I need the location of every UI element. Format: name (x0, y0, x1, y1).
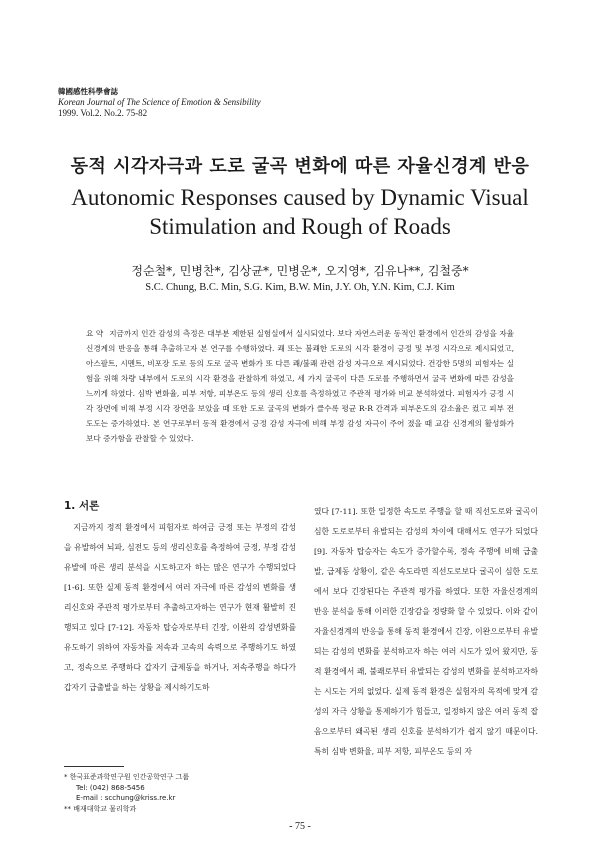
footnote-1-mark: * (64, 773, 68, 781)
journal-volume-info: 1999. Vol.2. No.2. 75-82 (58, 108, 148, 118)
footnote-1-tel: Tel: (042) 868-5456 (76, 783, 145, 792)
abstract-label: 요 약 (86, 329, 104, 338)
journal-english-name: Korean Journal of The Science of Emotion & Sensibility (58, 97, 261, 107)
authors-korean: 정순철*, 민병찬*, 김상균*, 민병운*, 오지영*, 김유나**, 김철중* (131, 264, 469, 278)
journal-korean-name: 韓國感性科學會誌 (58, 87, 118, 96)
body-paragraph: 지금까지 정적 환경에서 피험자로 하여금 긍정 또는 부정의 감성을 유발하여 뇌파, 심전도 등의 생리신호를 측정하여 긍정, 부정 감성유발에 따른 생리 분석을 시도하고자 하는 많은 연구가 수행되었다 [1-6]. 또한 실제 동적 환경에서 여러 자극에 따른 감성의 변화를 생리신호와 주관적 평가로부터 추출하고자하는 연구가 현재 활발히 진행되고 있다 [7-12]. 자동차 탑승자로부터 긴장, 이완의 감성변화를 유도하기 위하여 자동차를 저속과 고속의 속력으로 주행하기도 하였고, 정속으로 주행하다 갑자기 급제동을 하거나, 저속주행을 하다가 갑자기 급출발을 하는 상황을 제시하기도하 (64, 523, 296, 692)
footnotes (64, 772, 296, 814)
footnote-1-email: E-mail : scchung@kriss.re.kr (76, 794, 176, 802)
body-column-right (314, 502, 538, 762)
title-korean: 동적 시각자극과 도로 굴곡 변화에 따른 자율신경계 반응 (70, 156, 530, 177)
abstract (86, 326, 514, 446)
title-english-line-1: Autonomic Responses caused by Dynamic Visual (71, 185, 529, 210)
footnote-2-affiliation: 배재대학교 물리학과 (73, 804, 137, 813)
abstract-text: 지금까지 인간 감성의 측정은 대부분 제한된 실험실에서 실시되었다. 보다 자연스러운 동적인 환경에서 인간의 감성을 자율신경계의 반응을 통해 추출하고자 본 연구를 수행하였다. 쾌 또는 불쾌한 도로의 시각 환경이 긍정 및 부정 시각으로 제시되었고, 아스팔트, 시멘트, 비포장 도로 등의 도로 굴곡 변화가 또 다른 쾌/불쾌 관련 감성 자극으로 제시되었다. 건강한 5명의 피험자는 실험을 위해 차량 내부에서 도로의 시각 환경을 관찰하게 하였고, 세 가지 굴곡이 다른 도로를 주행하면서 굴곡 변화에 따른 감성을 느끼게 하였다. 심박 변화율, 피부 저항, 피부온도 등의 생리 신호를 측정하였고 주관적 평가와 비교 분석하였다. 피험자가 긍정 시각 장면에 비해 부정 시각 장면을 보았을 때 또한 도로 굴곡의 변화가 클수록 평균 R-R 간격과 피부온도의 감소율은 컸고 피부 전도도는 증가하였다. 본 연구로부터 동적 환경에서 긍정 감성 자극에 비해 부정 감성 자극이 주어 졌을 때 교감 신경계의 활성화가 보다 증가함을 관찰할 수 있었다. (86, 329, 514, 443)
footnote-2-mark: ** (64, 804, 71, 813)
body-column-left (64, 518, 296, 698)
authors-english: S.C. Chung, B.C. Min, S.G. Kim, B.W. Min, J.Y. Oh, Y.N. Kim, C.J. Kim (145, 282, 455, 293)
section-title-introduction: 1. 서론 (64, 500, 100, 512)
page-number: - 75 - (289, 821, 311, 832)
footnote-rule (64, 766, 124, 767)
body-paragraph: 였다 [7-11]. 또한 일정한 속도로 주행을 할 때 직선도로와 굴곡이 심한 도로로부터 유발되는 감성의 차이에 대해서도 연구가 되었다 [9]. 자동차 탑승자는 속도가 증가할수록, 정속 주행에 비해 급출발, 급제동 상황이, 같은 속도라면 직선도로보다 굴곡이 심한 도로에서 보다 긴장된다는 주관적 평가를 하였다. 또한 자율신경계의 반응 분석을 통해 이러한 긴장감을 정량화 할 수 있었다. 이와 같이 자율신경계의 반응을 통해 동적 환경에서 긴장, 이완으로부터 유발되는 감성의 변화를 분석하고자 하는 여러 시도가 있어 왔지만, 동적 환경에서 쾌, 불쾌로부터 유발되는 감성의 변화를 분석하고자하는 시도는 거의 없었다. 실제 동적 환경은 실험자의 목적에 맞게 감성의 자극 상황을 통제하기가 힘들고, 일정하지 않은 여러 동적 잡음으로부터 왜곡된 생리 신호를 분석하기가 쉽지 않기 때문이다. 특히 심박 변화율, 피부 저항, 피부온도 등의 자 (314, 507, 538, 756)
footnote-1-affiliation: 한국표준과학연구원 인간공학연구 그룹 (69, 773, 190, 781)
title-english (0, 183, 600, 241)
footnote-2 (64, 804, 296, 815)
footnote-1 (64, 772, 296, 783)
journal-header (58, 86, 538, 119)
title-english-line-2: Stimulation and Rough of Roads (149, 214, 451, 239)
